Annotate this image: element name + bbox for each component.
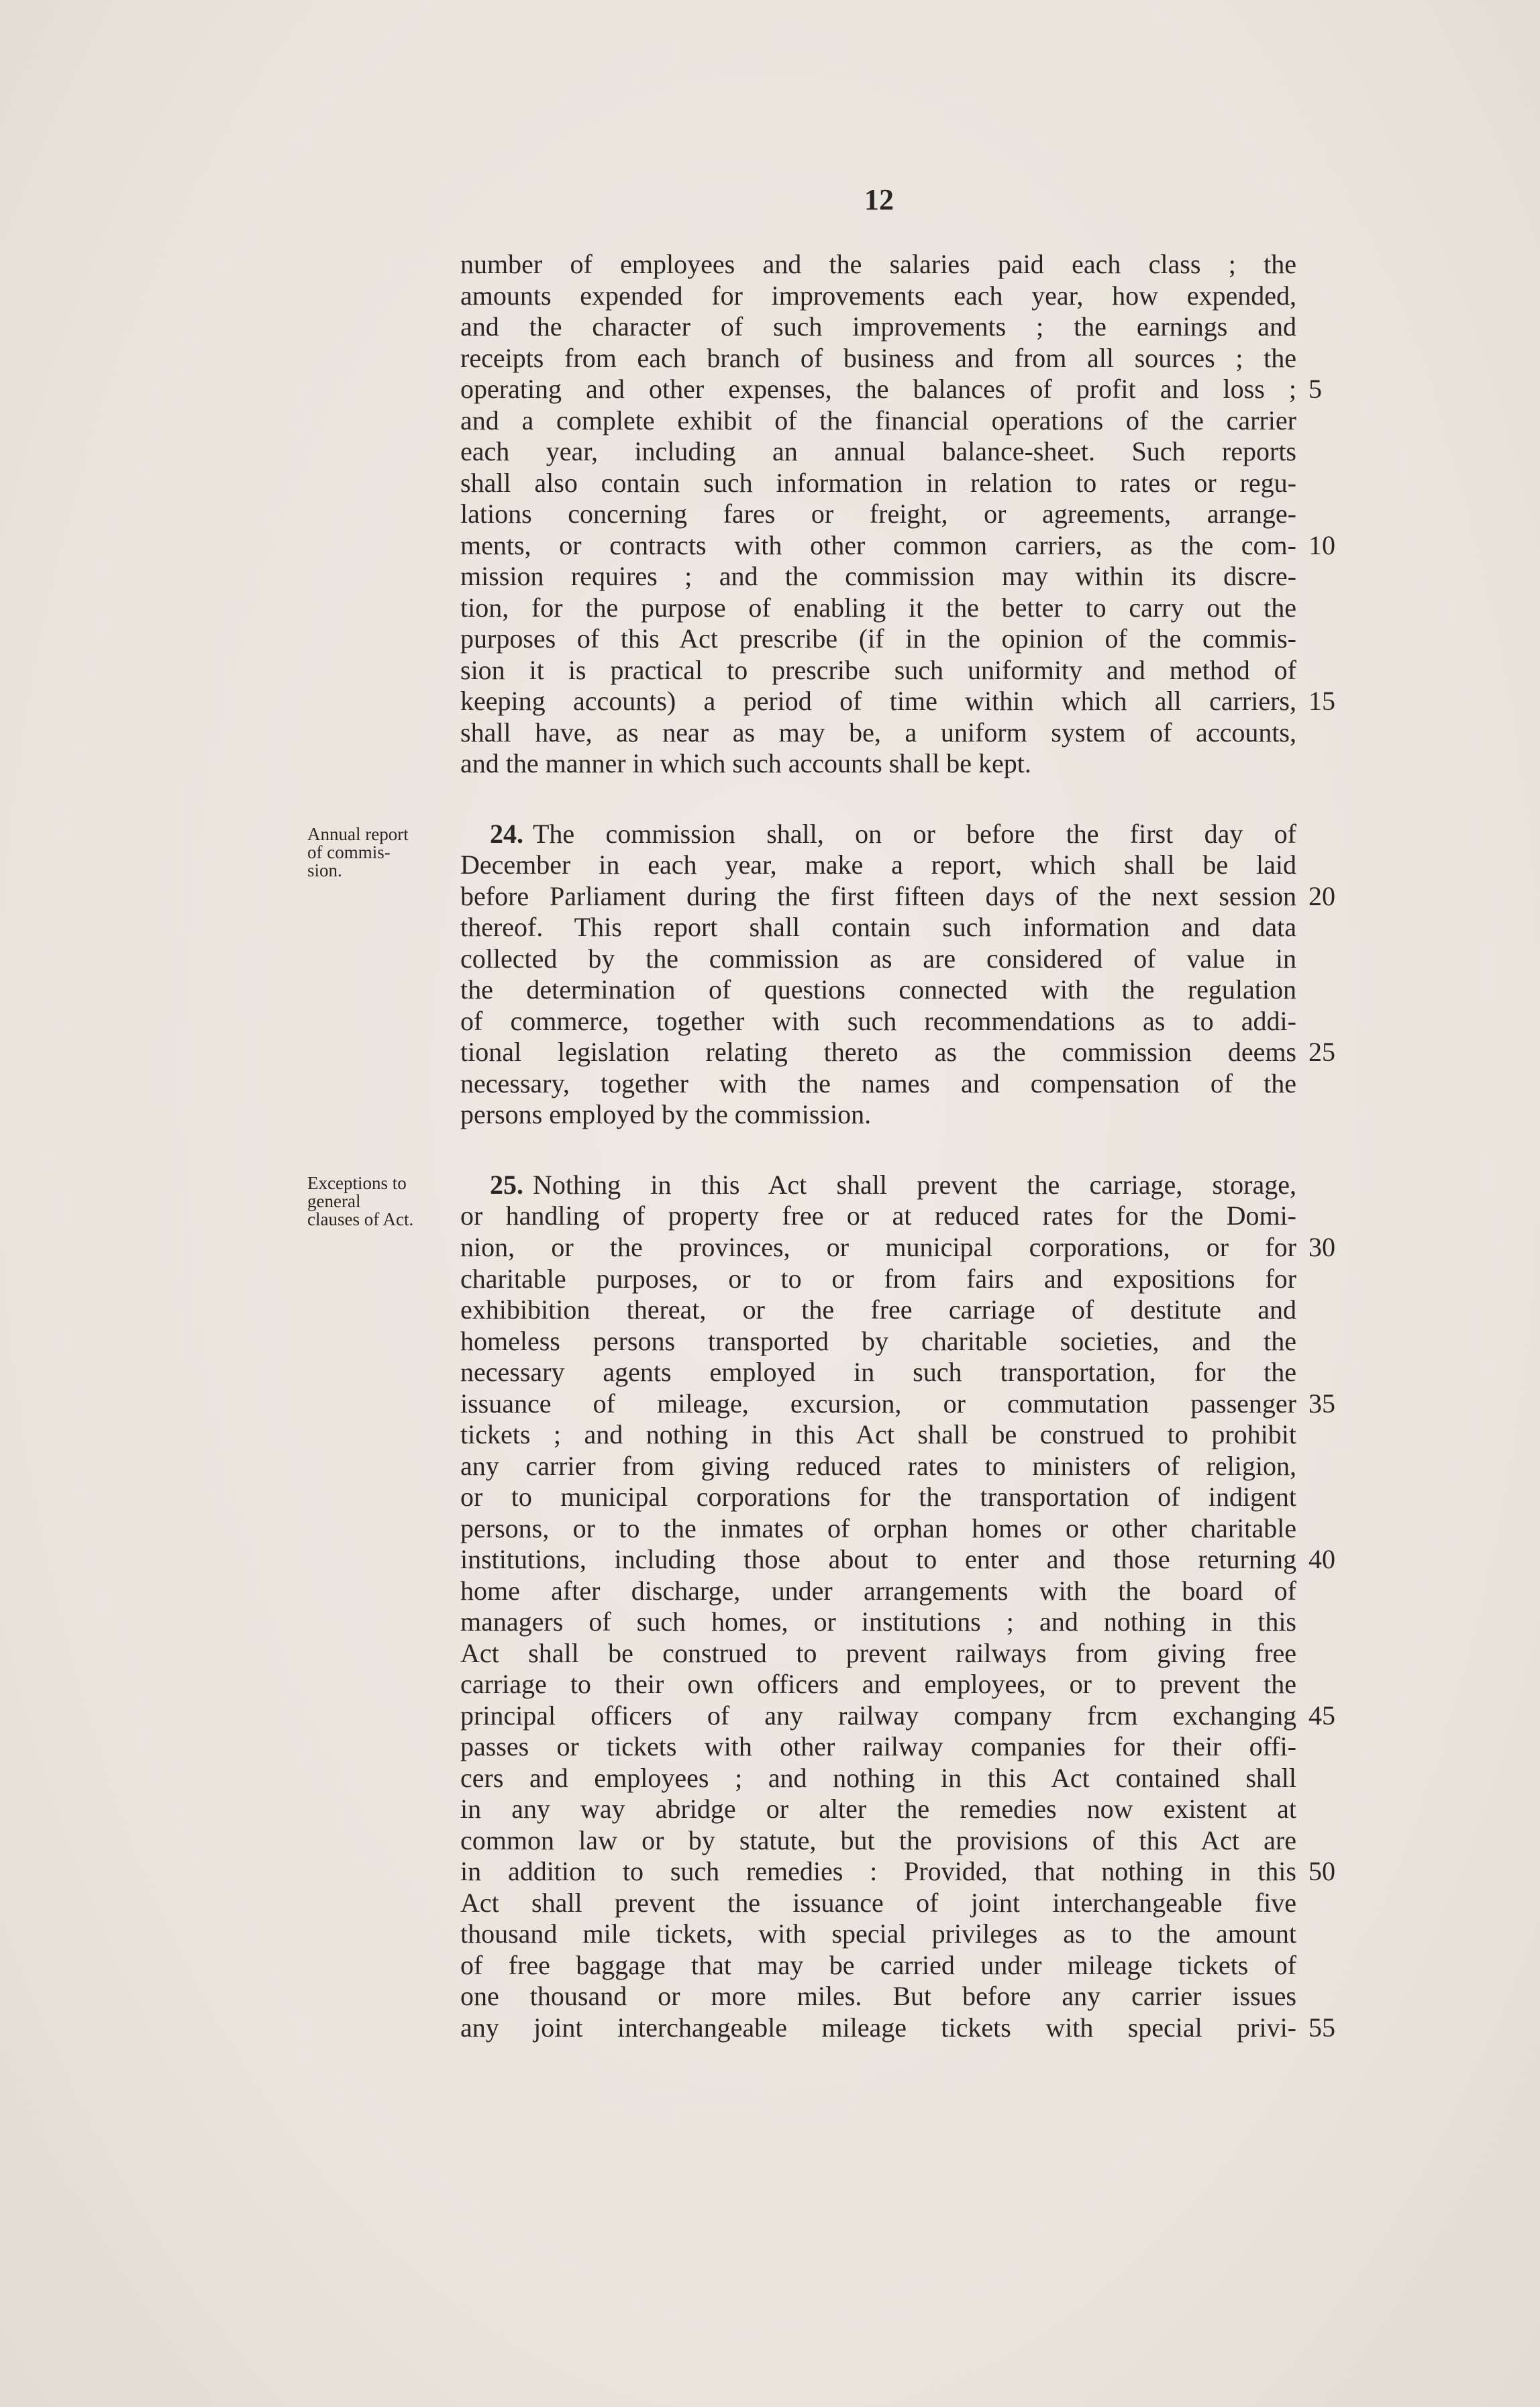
text-line: persons, or to the inmates of orphan homes or other charitable [460, 1513, 1296, 1543]
text-line: Act shall be construed to prevent railways from giving free [460, 1638, 1296, 1668]
text-line: amounts expended for improvements each year, how expended, [460, 280, 1296, 311]
line-number: 40 [1308, 1544, 1335, 1574]
text-line: homeless persons transported by charitable societies, and the [460, 1326, 1296, 1356]
text-line: and a complete exhibit of the financial operations of the carrier [460, 405, 1296, 436]
section-first-line: The commission shall, on or before the first day of [533, 819, 1296, 849]
text-line: ments, or contracts with other common carriers, as the com- [460, 530, 1296, 560]
text-line: keeping accounts) a period of time within which all carriers, [460, 686, 1296, 716]
text-line: receipts from each branch of business and from all sources ; the [460, 343, 1296, 373]
text-line [460, 819, 1296, 850]
text-line: any joint interchangeable mileage tickets with special privi- [460, 2012, 1296, 2043]
text-line: or handling of property free or at reduced rates for the Domi- [460, 1200, 1296, 1231]
text-line: collected by the commission as are considered of value in [460, 943, 1296, 974]
text-line: charitable purposes, or to or from fairs and expositions for [460, 1264, 1296, 1294]
text-line: before Parliament during the first fifteen days of the next session [460, 881, 1296, 911]
text-line: institutions, including those about to enter and those returning [460, 1544, 1296, 1574]
section-first-line: Nothing in this Act shall prevent the carriage, storage, [533, 1170, 1296, 1200]
text-line: or to municipal corporations for the transportation of indigent [460, 1482, 1296, 1512]
section-number: 25. [490, 1170, 523, 1200]
margin-note-line: Exceptions to [307, 1173, 407, 1193]
margin-note-line: clauses of Act. [307, 1209, 414, 1229]
text-line: any carrier from giving reduced rates to ministers of religion, [460, 1451, 1296, 1481]
text-line: persons employed by the commission. [460, 1099, 872, 1129]
text-line: common law or by statute, but the provisions of this Act are [460, 1825, 1296, 1855]
text-line: carriage to their own officers and employees, or to prevent the [460, 1669, 1296, 1699]
text-line: and the manner in which such accounts shall be kept. [460, 748, 1031, 778]
text-line: each year, including an annual balance-sheet. Such reports [460, 436, 1296, 466]
line-number: 5 [1308, 374, 1322, 404]
line-number: 20 [1308, 881, 1335, 911]
text-line: tional legislation relating thereto as the commission deems [460, 1037, 1296, 1067]
margin-note-line: Annual report [307, 824, 409, 844]
text-line: of free baggage that may be carried under mileage tickets of [460, 1950, 1296, 1980]
margin-note-line: sion. [307, 860, 342, 880]
text-line: thereof. This report shall contain such information and data [460, 912, 1296, 942]
page-number: 12 [864, 183, 894, 216]
line-number: 35 [1308, 1388, 1335, 1419]
text-line [460, 1170, 1296, 1200]
text-line: of commerce, together with such recommendations as to addi- [460, 1006, 1296, 1036]
text-line: thousand mile tickets, with special privileges as to the amount [460, 1918, 1296, 1949]
text-line: one thousand or more miles. But before any carrier issues [460, 1981, 1296, 2011]
text-line: the determination of questions connected with the regulation [460, 974, 1296, 1005]
text-line: home after discharge, under arrangements with the board of [460, 1576, 1296, 1606]
text-line: shall also contain such information in relation to rates or regu- [460, 468, 1296, 498]
line-number: 50 [1308, 1856, 1335, 1886]
text-line: principal officers of any railway company frcm exchanging [460, 1700, 1296, 1731]
margin-note-line: general [307, 1191, 361, 1211]
text-line: in addition to such remedies : Provided, that nothing in this [460, 1856, 1296, 1886]
text-line: December in each year, make a report, which shall be laid [460, 850, 1296, 880]
text-line: cers and employees ; and nothing in this Act contained shall [460, 1763, 1296, 1793]
section-number: 24. [490, 819, 523, 849]
text-line: necessary agents employed in such transportation, for the [460, 1357, 1296, 1387]
text-line: and the character of such improvements ; the earnings and [460, 311, 1296, 342]
margin-note-line: of commis- [307, 842, 391, 862]
text-line: necessary, together with the names and compensation of the [460, 1068, 1296, 1098]
text-line: shall have, as near as may be, a uniform system of accounts, [460, 717, 1296, 748]
text-line: tion, for the purpose of enabling it the better to carry out the [460, 593, 1296, 623]
line-number: 45 [1308, 1700, 1335, 1731]
text-line: in any way abridge or alter the remedies now existent at [460, 1794, 1296, 1824]
text-line: operating and other expenses, the balances of profit and loss ; [460, 374, 1296, 404]
text-line: exhibibition thereat, or the free carriage of destitute and [460, 1294, 1296, 1325]
text-line: managers of such homes, or institutions ; and nothing in this [460, 1606, 1296, 1637]
text-line: passes or tickets with other railway companies for their offi- [460, 1731, 1296, 1761]
text-line: sion it is practical to prescribe such uniformity and method of [460, 655, 1296, 685]
text-line: mission requires ; and the commission may within its discre- [460, 561, 1296, 591]
line-number: 15 [1308, 686, 1335, 716]
line-number: 55 [1308, 2012, 1335, 2043]
text-line: Act shall prevent the issuance of joint interchangeable five [460, 1888, 1296, 1918]
line-number: 30 [1308, 1232, 1335, 1262]
text-line: issuance of mileage, excursion, or commutation passenger [460, 1388, 1296, 1419]
text-line: lations concerning fares or freight, or agreements, arrange- [460, 499, 1296, 529]
text-line: nion, or the provinces, or municipal corporations, or for [460, 1232, 1296, 1262]
line-number: 25 [1308, 1037, 1335, 1067]
text-line: number of employees and the salaries paid each class ; the [460, 249, 1296, 279]
text-line: purposes of this Act prescribe (if in the opinion of the commis- [460, 623, 1296, 654]
line-number: 10 [1308, 530, 1335, 560]
text-line: tickets ; and nothing in this Act shall be construed to prohibit [460, 1419, 1296, 1449]
